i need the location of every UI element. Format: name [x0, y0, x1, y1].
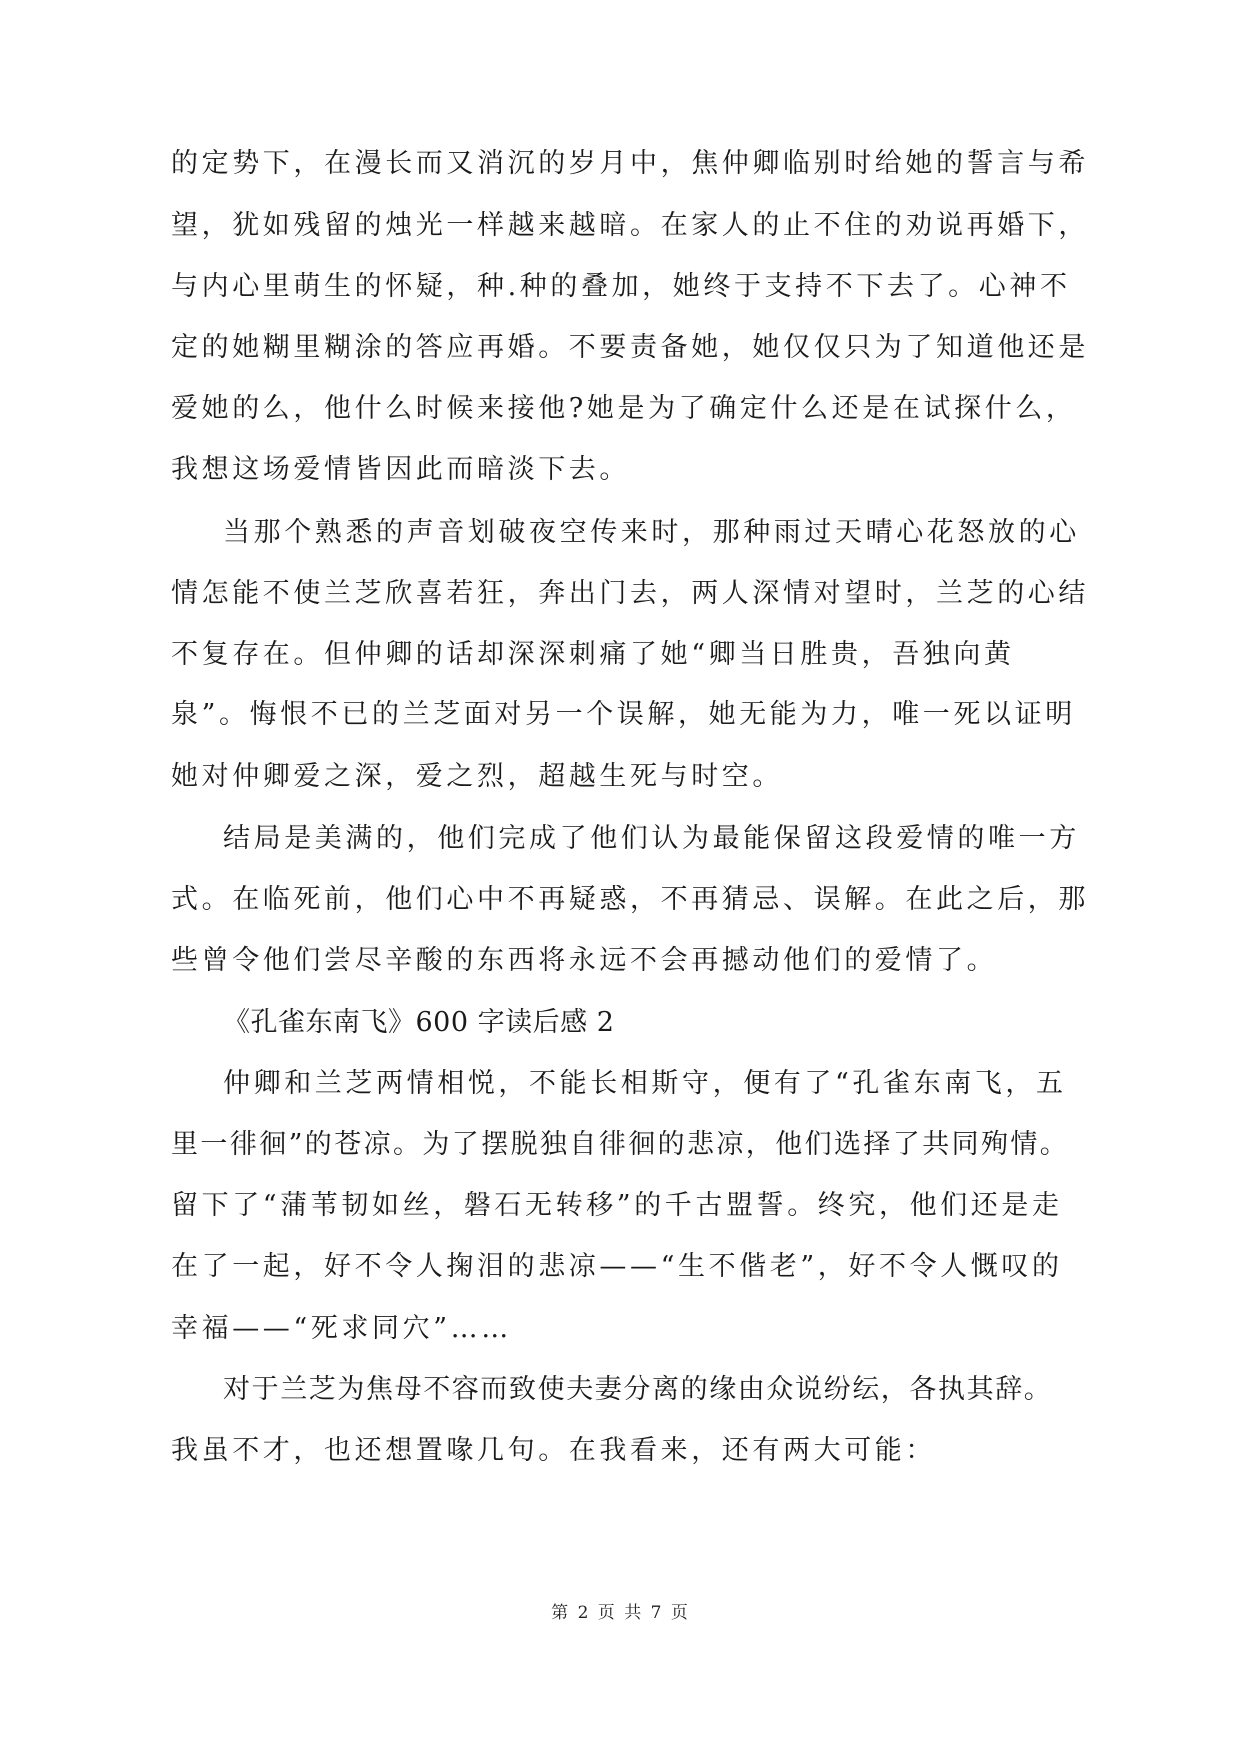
text-line: 里一徘徊”的苍凉。为了摆脱独自徘徊的悲凉，他们选择了共同殉情。 — [171, 1129, 1070, 1160]
text-line: 我虽不才，也还想置喙几句。在我看来，还有两大可能： — [171, 1435, 936, 1466]
text-line: 仲卿和兰芝两情相悦，不能长相斯守，便有了“孔雀东南飞，五 — [223, 1068, 1067, 1099]
text-line: 情怎能不使兰芝欣喜若狂，奔出门去，两人深情对望时，兰芝的心结 — [171, 578, 1089, 609]
page-footer: 第 2 页 共 7 页 — [551, 1603, 690, 1623]
text-line: 对于兰芝为焦母不容而致使夫妻分离的缘由众说纷纭，各执其辞。 — [223, 1374, 1053, 1405]
text-line: 定的她糊里糊涂的答应再婚。不要责备她，她仅仅只为了知道他还是 — [171, 332, 1089, 363]
text-line: 留下了“蒲苇韧如丝，磐石无转移”的千古盟誓。终究，他们还是走 — [171, 1190, 1063, 1221]
text-line: 些曾令他们尝尽辛酸的东西将永远不会再撼动他们的爱情了。 — [171, 945, 998, 976]
text-line: 当那个熟悉的声音划破夜空传来时，那种雨过天晴心花怒放的心 — [223, 517, 1080, 548]
text-line: 与内心里萌生的怀疑，种.种的叠加，她终于支持不下去了。心神不 — [171, 271, 1071, 302]
text-line: 在了一起，好不令人掬泪的悲凉——“生不偕老”，好不令人慨叹的 — [171, 1251, 1063, 1282]
text-line: 泉”。悔恨不已的兰芝面对另一个误解，她无能为力，唯一死以证明 — [171, 699, 1076, 730]
text-line: 爱她的么，他什么时候来接他?她是为了确定什么还是在试探什么， — [171, 393, 1077, 424]
text-line: 式。在临死前，他们心中不再疑惑，不再猜忌、误解。在此之后，那 — [171, 884, 1089, 915]
text-line: 望，犹如残留的烛光一样越来越暗。在家人的止不住的劝说再婚下， — [171, 210, 1089, 241]
section-heading: 《孔雀东南飞》600 字读后感 2 — [223, 1007, 615, 1038]
text-line: 我想这场爱情皆因此而暗淡下去。 — [171, 454, 630, 485]
text-line: 她对仲卿爱之深，爱之烈，超越生死与时空。 — [171, 761, 783, 792]
text-line: 幸福——“死求同穴”…… — [171, 1313, 512, 1344]
text-line: 的定势下，在漫长而又消沉的岁月中，焦仲卿临别时给她的誓言与希 — [171, 148, 1089, 179]
text-line: 结局是美满的，他们完成了他们认为最能保留这段爱情的唯一方 — [223, 823, 1080, 854]
text-line: 不复存在。但仲卿的话却深深刺痛了她“卿当日胜贵，吾独向黄 — [171, 639, 1015, 670]
